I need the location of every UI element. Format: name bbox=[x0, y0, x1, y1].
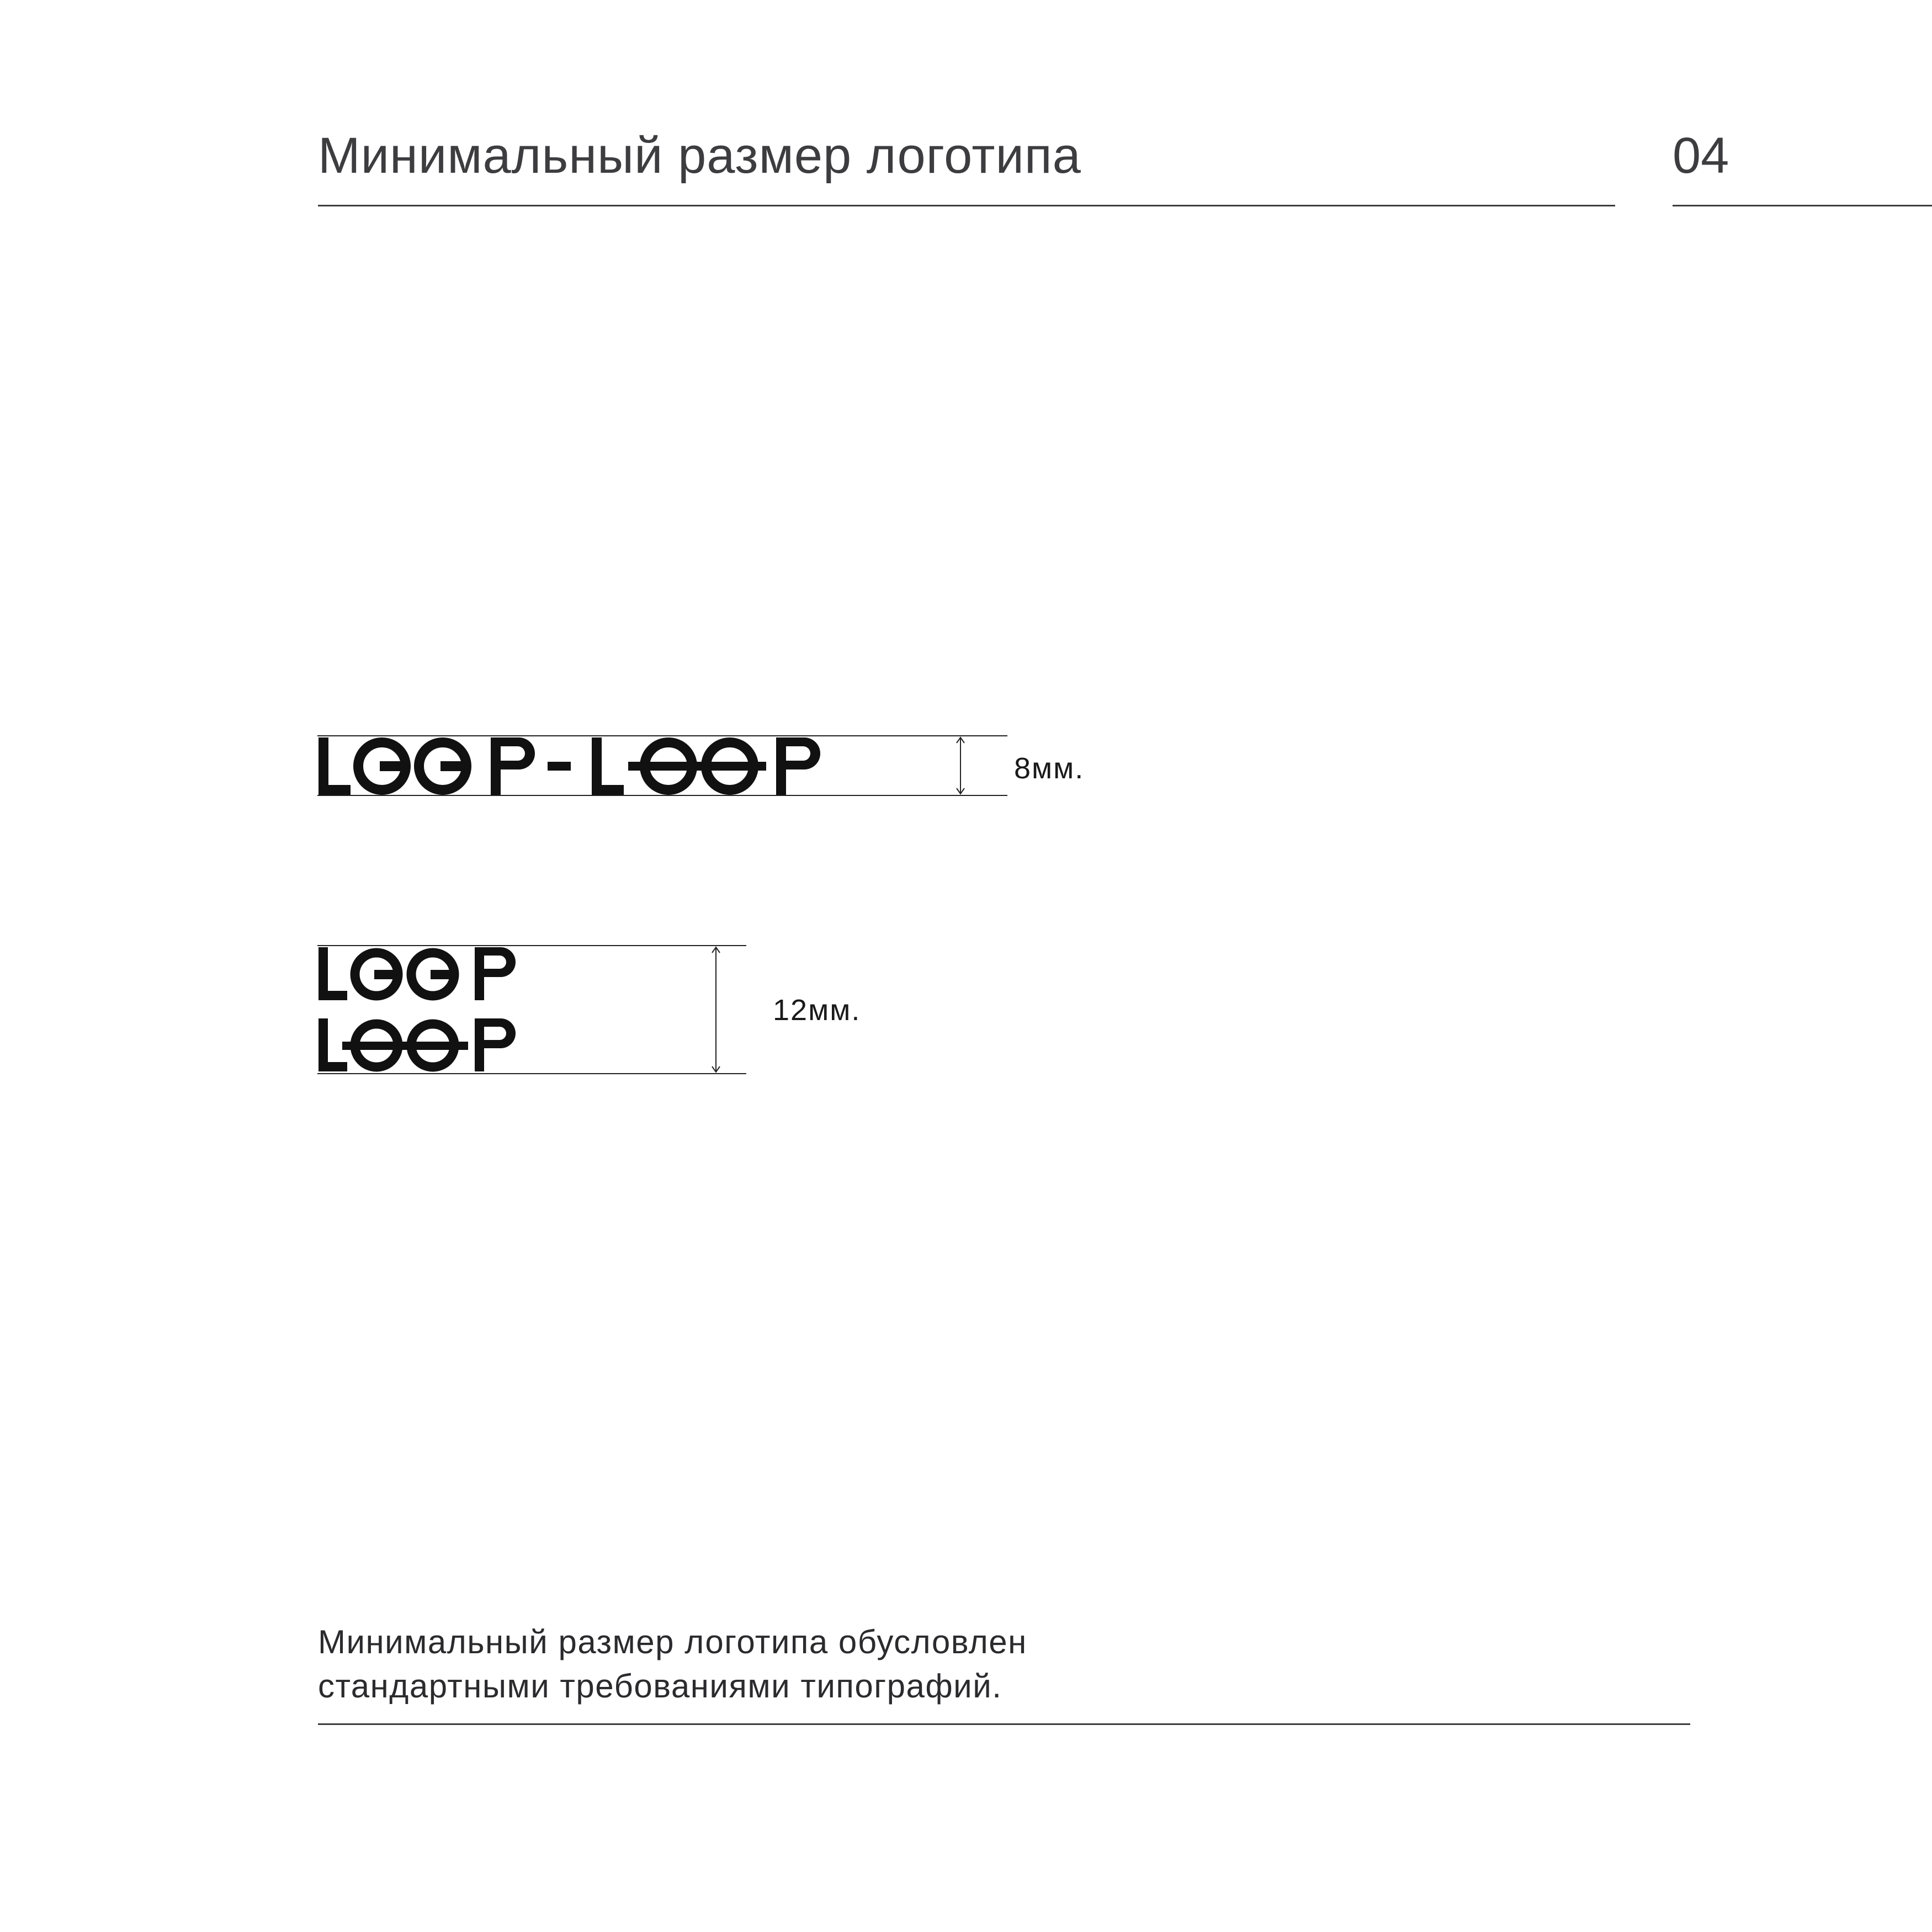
loop-loop-logo bbox=[319, 737, 820, 795]
caption-line-2: стандартными требованиями типографий. bbox=[318, 1668, 1002, 1705]
size-label-8mm: 8мм. bbox=[1014, 752, 1085, 785]
page-number-divider bbox=[1673, 205, 1932, 206]
caption-divider bbox=[318, 1723, 1690, 1725]
title-divider bbox=[318, 205, 1615, 206]
size-label-12mm: 12мм. bbox=[773, 994, 861, 1027]
caption-line-1: Минимальный размер логотипа обусловлен bbox=[318, 1623, 1027, 1660]
loop-stacked-logo bbox=[319, 947, 516, 1071]
dimension-arrow-icon bbox=[957, 737, 964, 794]
page-title: Минимальный размер логотипа bbox=[318, 128, 1081, 184]
caption-text bbox=[318, 1620, 1027, 1708]
logo-horizontal-figure bbox=[315, 729, 1121, 806]
page-number: 04 bbox=[1673, 128, 1729, 184]
dimension-arrow-icon bbox=[712, 947, 720, 1072]
